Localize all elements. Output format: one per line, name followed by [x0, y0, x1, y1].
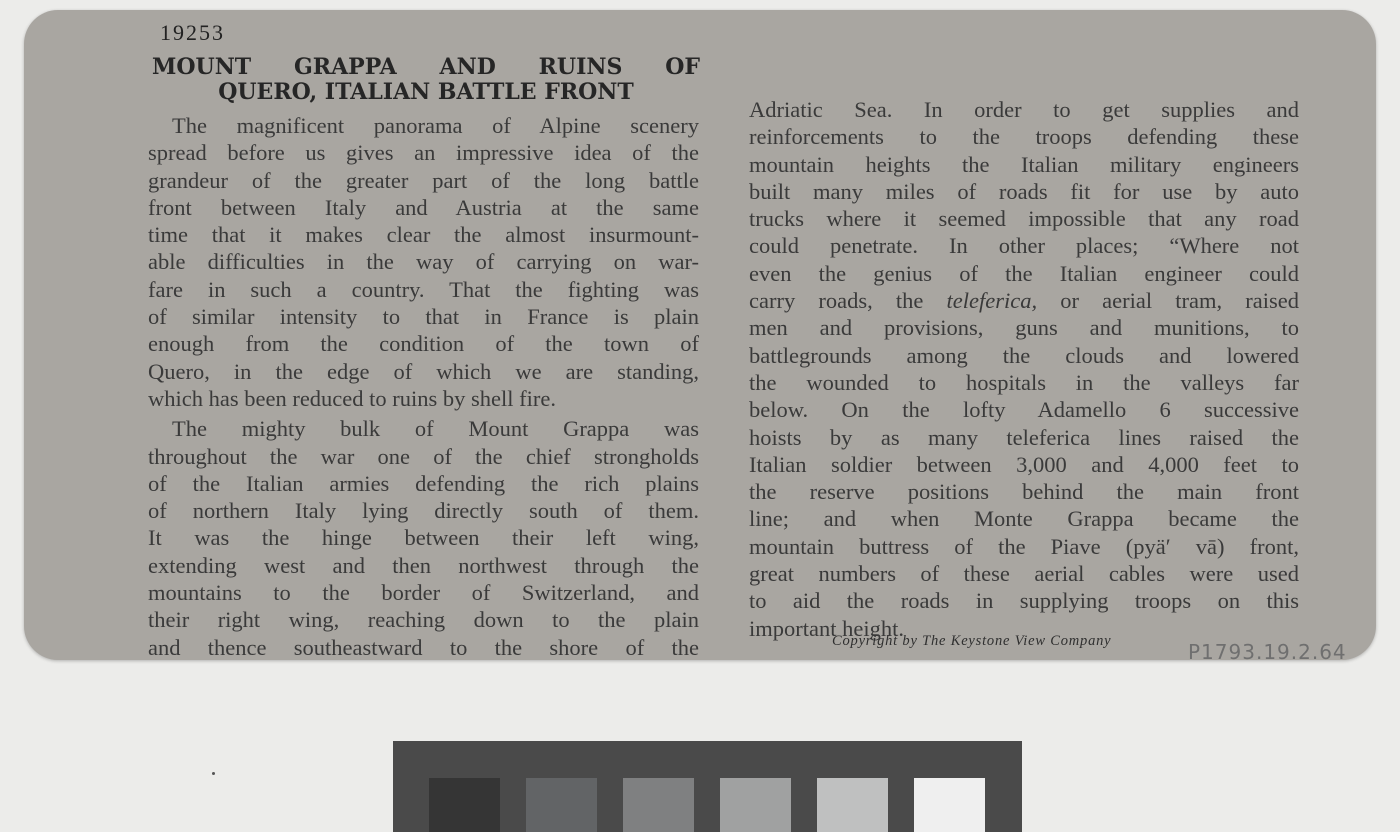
text-line: could penetrate. In other places; “Where not [749, 233, 1299, 259]
text-line: The magnificent panorama of Alpine scenery [172, 113, 699, 138]
text-line: time that it makes clear the almost insurmount- [148, 222, 699, 248]
text-line: mountain buttress of the Piave (pyä′ vā) front, [749, 533, 1299, 559]
text-line: Adriatic Sea. In order to get supplies and [749, 97, 1299, 122]
text-line: of similar intensity to that in France is plain [148, 304, 699, 330]
text-line: hoists by as many teleferica lines raised the [749, 424, 1299, 450]
text-line: extending west and then northwest through the [148, 552, 699, 578]
text-line: which has been reduced to ruins by shell fire. [148, 385, 556, 411]
copyright-notice: Copyright by The Keystone View Company [832, 633, 1112, 649]
card-title [152, 55, 700, 105]
text-line: even the genius of the Italian engineer could [749, 260, 1299, 286]
description-left-column [148, 112, 699, 661]
italic-term: teleferica, [946, 288, 1038, 314]
text-line: Italian soldier between 3,000 and 4,000 feet to [749, 451, 1299, 477]
stereoview-card-back [24, 10, 1376, 660]
text-line: able difficulties in the way of carrying on war- [148, 249, 699, 275]
gray-patch-4 [720, 778, 791, 832]
gray-patch-2 [526, 778, 597, 832]
gray-patch-6 [914, 778, 985, 832]
color-calibration-bar [393, 741, 1022, 832]
description-right-column [749, 96, 1299, 642]
text-line: to aid the roads in supplying troops on this [749, 588, 1299, 614]
text-line: reinforcements to the troops defending these [749, 124, 1299, 150]
text-line: mountains to the border of Switzerland, and [148, 580, 699, 606]
text-line: of northern Italy lying directly south of them. [148, 498, 699, 524]
text-line: their right wing, reaching down to the plain [148, 607, 699, 633]
text-line: the reserve positions behind the main front [749, 479, 1299, 505]
text-line: throughout the war one of the chief strongholds [148, 443, 699, 469]
dust-speck [212, 772, 215, 775]
title-line-1: MOUNT GRAPPA AND RUINS OF [152, 54, 700, 80]
gray-patch-3 [623, 778, 694, 832]
text-line-with-italic [749, 287, 1299, 314]
text-line: the wounded to hospitals in the valleys far [749, 369, 1299, 395]
title-line-2: QUERO, ITALIAN BATTLE FRONT [218, 79, 634, 105]
text-line: great numbers of these aerial cables were used [749, 561, 1299, 587]
text-line: trucks where it seemed impossible that any road [749, 206, 1299, 232]
text-line: fare in such a country. That the fighting was [148, 276, 699, 302]
text-line: and thence southeastward to the shore of the [148, 634, 699, 660]
text-line: important height. [749, 615, 904, 641]
text-line: The mighty bulk of Mount Grappa was [172, 416, 699, 442]
text-line: It was the hinge between their left wing, [148, 525, 699, 551]
text-line: spread before us gives an impressive idea of the [148, 140, 699, 166]
text-line: men and provisions, guns and munitions, to [749, 315, 1299, 341]
text-segment: or aerial tram, raised [1060, 288, 1300, 314]
text-line: front between Italy and Austria at the same [148, 194, 699, 220]
text-line: of the Italian armies defending the rich plains [148, 470, 699, 496]
text-line: mountain heights the Italian military engineers [749, 151, 1299, 177]
text-line: battlegrounds among the clouds and lowered [749, 342, 1299, 368]
text-line: built many miles of roads fit for use by auto [749, 178, 1299, 204]
text-line: below. On the lofty Adamello 6 successive [749, 397, 1299, 423]
text-line: Quero, in the edge of which we are standing, [148, 358, 699, 384]
text-line: line; and when Monte Grappa became the [749, 506, 1299, 532]
gray-patch-5 [817, 778, 888, 832]
gray-patch-1 [429, 778, 500, 832]
catalog-number: 19253 [160, 20, 225, 45]
text-line: enough from the condition of the town of [148, 331, 699, 357]
text-line: grandeur of the greater part of the long battle [148, 167, 699, 193]
accession-number: P1793.19.2.64 [1188, 640, 1347, 664]
text-segment: carry roads, the [749, 288, 924, 314]
